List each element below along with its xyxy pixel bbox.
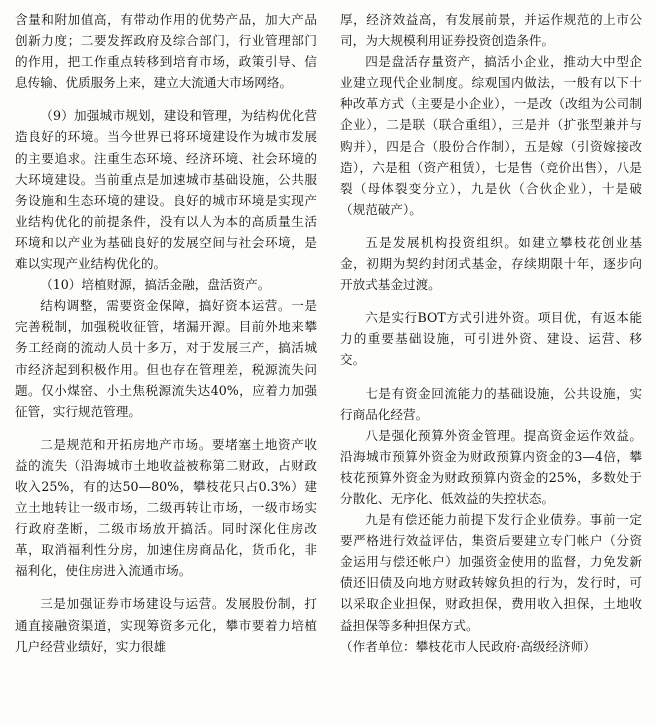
paragraph-continuation: 含量和附加值高，有带动作用的优势产品，加大产品创新力度；二要发挥政府及综合部门，行业管理部门的作用，把工作重点转移到培育市场，政策引导、信息传输、优质服务上来，建立大流通大市场网络。 <box>15 12 317 91</box>
author-affiliation: （作者单位：攀枝花市人民政府·高级经济师） <box>340 638 596 654</box>
paragraph-real-estate: 二是规范和开拓房地产市场。要堵塞土地资产收益的流失（沿海城市土地收益被称第二财政，占财政收入25%，有的达50—80%，攀枝花只占0.3%）建立土地转让一级市场，二级再转让市场，一级市场实行政府垄断，二级市场放开搞活。同时深化住房改革，取消福利性分房，加速住房商品化，货币化，非福利化，使住房进入流通市场。 <box>15 436 317 579</box>
paragraph-heading-finance: （10）培植财源，搞活金融，盘活资产。 <box>40 277 271 293</box>
paragraph-extra-budget: 八是强化预算外资金管理。提高资金运作效益。沿海城市预算外资金为财政预算内资金的3—4倍，攀枝花预算外资金为财政预算内资金的25%，多数处于分散化、无序化、低效益的失控状态。 <box>340 427 642 506</box>
paragraph-listed-companies: 厚，经济效益高，有发展前景，并运作规范的上市公司，为大规模利用证券投资创造条件。 <box>340 12 642 49</box>
paragraph-asset-revitalization: 四是盘活存量资产，搞活小企业，推动大中型企业建立现代企业制度。综观国内做法，一般有以下十种改革方式（主要是小企业），一是改（改组为公司制企业），二是联（联合重组），三是并（扩张型兼并与购并），四是合（股份合作制），五是嫁（引资嫁接改造），六是租（资产租赁），七是售（竞价出售），八是裂（母体裂变分立），九是伙（合伙企业），十是破（规范破产）。 <box>340 54 642 217</box>
paragraph-bot-financing: 六是实行BOT方式引进外资。项目优，有返本能力的重要基础设施，可引进外资、建设、运营、移交。 <box>340 310 642 368</box>
paragraph-infrastructure: 七是有资金回流能力的基础设施，公共设施，实行商品化经营。 <box>340 385 642 422</box>
paragraph-tax-reform: 结构调整，需要资金保障，搞好资本运营。一是完善税制，加强税收征管，堵漏开源。目前外地来攀务工经商的流动人员十多万，对于发展三产，搞活城市经济起到积极作用。但也存在管理差，税源流失问题。仅小煤窑、小土焦税源流失达40%，应着力加强征管，实行规范管理。 <box>15 298 317 419</box>
paragraph-city-planning: （9）加强城市规划，建设和管理，为结构优化营造良好的环境。当今世界已将环境建设作为城市发展的主要追求。注重生态环境、经济环境、社会环境的大环境建设。当前重点是加速城市基础设施，公共服务设施和生态环境的建设。良好的城市环境是实现产业结构优化的前提条件，没有以人为本的高质量生活环境和以产业为基础良好的发展空间与社会环境，是难以实现产业结构优化的。 <box>15 108 317 272</box>
paragraph-bonds: 九是有偿还能力前提下发行企业债券。事前一定要严格进行效益评估，集资后要建立专门帐户（分资金运用与偿还帐户）加强资金使用的监督，力免发新债还旧债及向地方财政转嫁负担的行为，发行时，可以采取企业担保，财政担保，费用收入担保，土地收益担保等多种担保方式。 <box>340 512 642 633</box>
paragraph-investment-funds: 五是发展机构投资组织。如建立攀枝花创业基金，初期为契约封闭式基金，存续期限十年，逐步向开放式基金过渡。 <box>340 234 642 293</box>
right-column <box>340 9 642 657</box>
left-column <box>15 9 317 657</box>
paragraph-securities: 三是加强证券市场建设与运营。发展股份制，打通直接融资渠道，实现筹资多元化，攀市要着力培植几户经营业绩好，实力很雄 <box>15 596 317 654</box>
